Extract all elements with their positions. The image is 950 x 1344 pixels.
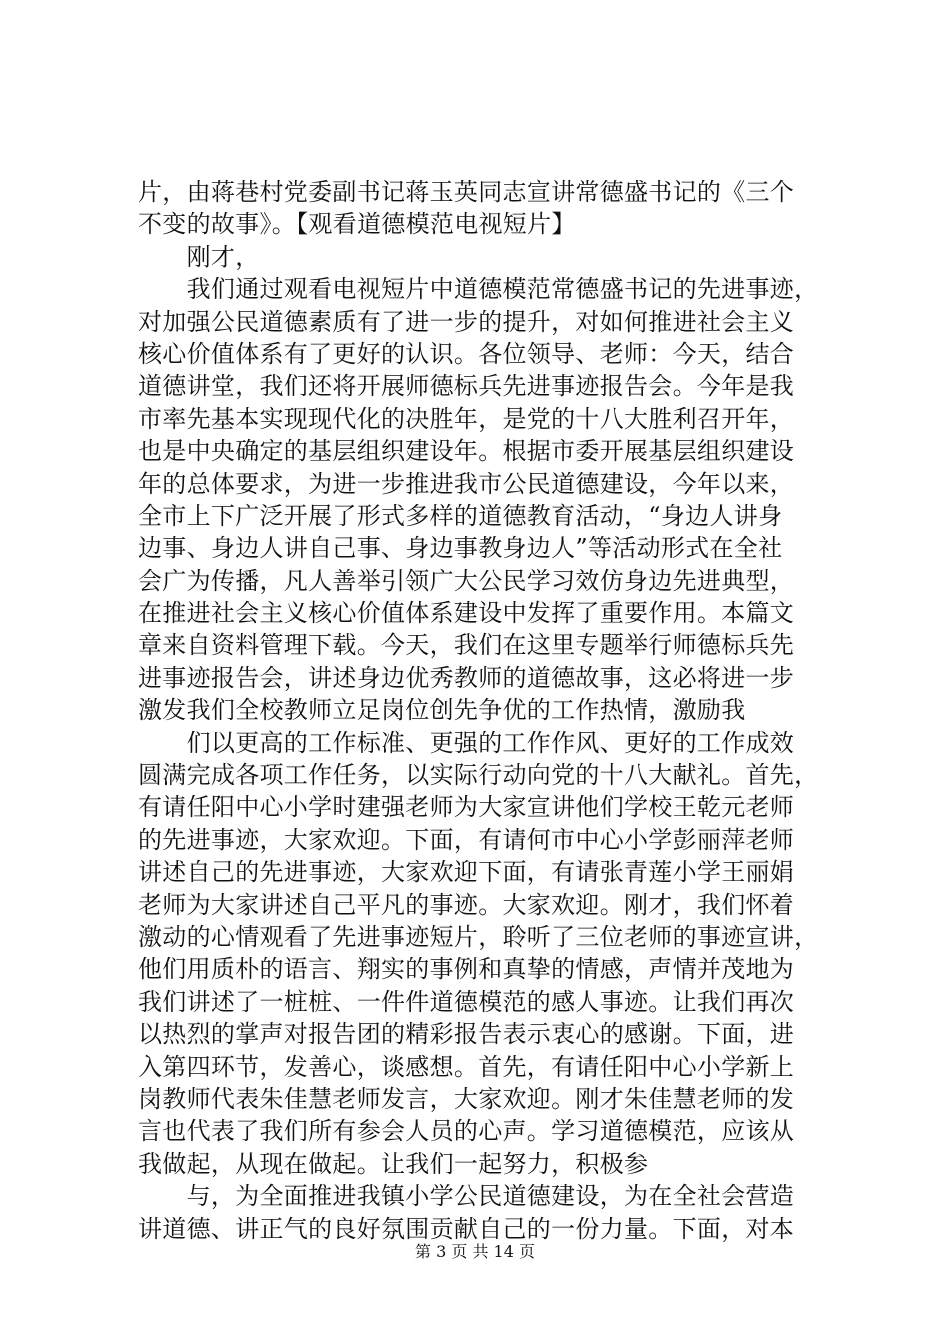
text-line: 我们讲述了一桩桩、一件件道德模范的感人事迹。让我们再次 [138, 987, 795, 1016]
text-line: 我做起，从现在做起。让我们一起努力，积极参 [138, 1149, 649, 1178]
text-line: 有请任阳中心小学时建强老师为大家宣讲他们学校王乾元老师 [138, 793, 795, 822]
text-line: 激发我们全校教师立足岗位创先争优的工作热情，激励我 [138, 696, 746, 725]
text-line: 片，由蒋巷村党委副书记蒋玉英同志宣讲常德盛书记的《三个 [138, 178, 795, 206]
text-line: 全市上下广泛开展了形式多样的道德教育活动，“身边人讲身 [138, 501, 783, 530]
text-line: 不变的故事》。【观看道德模范电视短片】 [138, 210, 576, 239]
text-line: 也是中央确定的基层组织建设年。根据市委开展基层组织建设 [138, 437, 795, 466]
body-text [138, 176, 828, 1245]
text-line: 市率先基本实现现代化的决胜年，是党的十八大胜利召开年， [138, 404, 795, 433]
text-line: 年的总体要求，为进一步推进我市公民道德建设，今年以来， [138, 469, 795, 498]
text-line: 与，为全面推进我镇小学公民道德建设，为在全社会营造 [138, 1182, 795, 1211]
text-line: 岗教师代表朱佳慧老师发言，大家欢迎。刚才朱佳慧老师的发 [138, 1084, 795, 1113]
text-line: 他们用质朴的语言、翔实的事例和真挚的情感，声情并茂地为 [138, 955, 795, 984]
text-line: 我们通过观看电视短片中道德模范常德盛书记的先进事迹， [138, 275, 819, 304]
text-line: 以热烈的掌声对报告团的精彩报告表示衷心的感谢。下面，进 [138, 1020, 795, 1049]
text-line: 们以更高的工作标准、更强的工作作风、更好的工作成效 [138, 728, 795, 757]
text-line: 道德讲堂，我们还将开展师德标兵先进事迹报告会。今年是我 [138, 372, 795, 401]
text-line: 言也代表了我们所有参会人员的心声。学习道德模范，应该从 [138, 1117, 795, 1146]
text-line: 激动的心情观看了先进事迹短片，聆听了三位老师的事迹宣讲， [138, 922, 819, 951]
text-line: 讲述自己的先进事迹，大家欢迎下面，有请张青莲小学王丽娟 [138, 858, 795, 887]
text-line: 讲道德、讲正气的良好氛围贡献自己的一份力量。下面，对本 [138, 1214, 795, 1243]
text-line: 老师为大家讲述自己平凡的事迹。大家欢迎。刚才，我们怀着 [138, 890, 795, 919]
text-line: 对加强公民道德素质有了进一步的提升，对如何推进社会主义 [138, 307, 795, 336]
text-line: 会广为传播，凡人善举引领广大公民学习效仿身边先进典型， [138, 566, 795, 595]
page-footer: 第 3 页 共 14 页 [415, 1242, 535, 1261]
text-line: 章来自资料管理下载。今天，我们在这里专题举行师德标兵先 [138, 631, 795, 660]
text-line: 边事、身边人讲自己事、身边事教身边人”等活动形式在全社 [138, 534, 783, 563]
text-line: 入第四环节，发善心，谈感想。首先，有请任阳中心小学新上 [138, 1052, 795, 1081]
text-line: 刚才， [138, 242, 260, 271]
text-line: 核心价值体系有了更好的认识。各位领导、老师：今天，结合 [138, 339, 795, 368]
text-line: 的先进事迹，大家欢迎。下面，有请何市中心小学彭丽萍老师 [138, 825, 795, 854]
text-line: 圆满完成各项工作任务，以实际行动向党的十八大献礼。首先， [138, 761, 819, 790]
text-line: 进事迹报告会，讲述身边优秀教师的道德故事，这必将进一步 [138, 663, 795, 692]
text-line: 在推进社会主义核心价值体系建设中发挥了重要作用。本篇文 [138, 599, 795, 628]
